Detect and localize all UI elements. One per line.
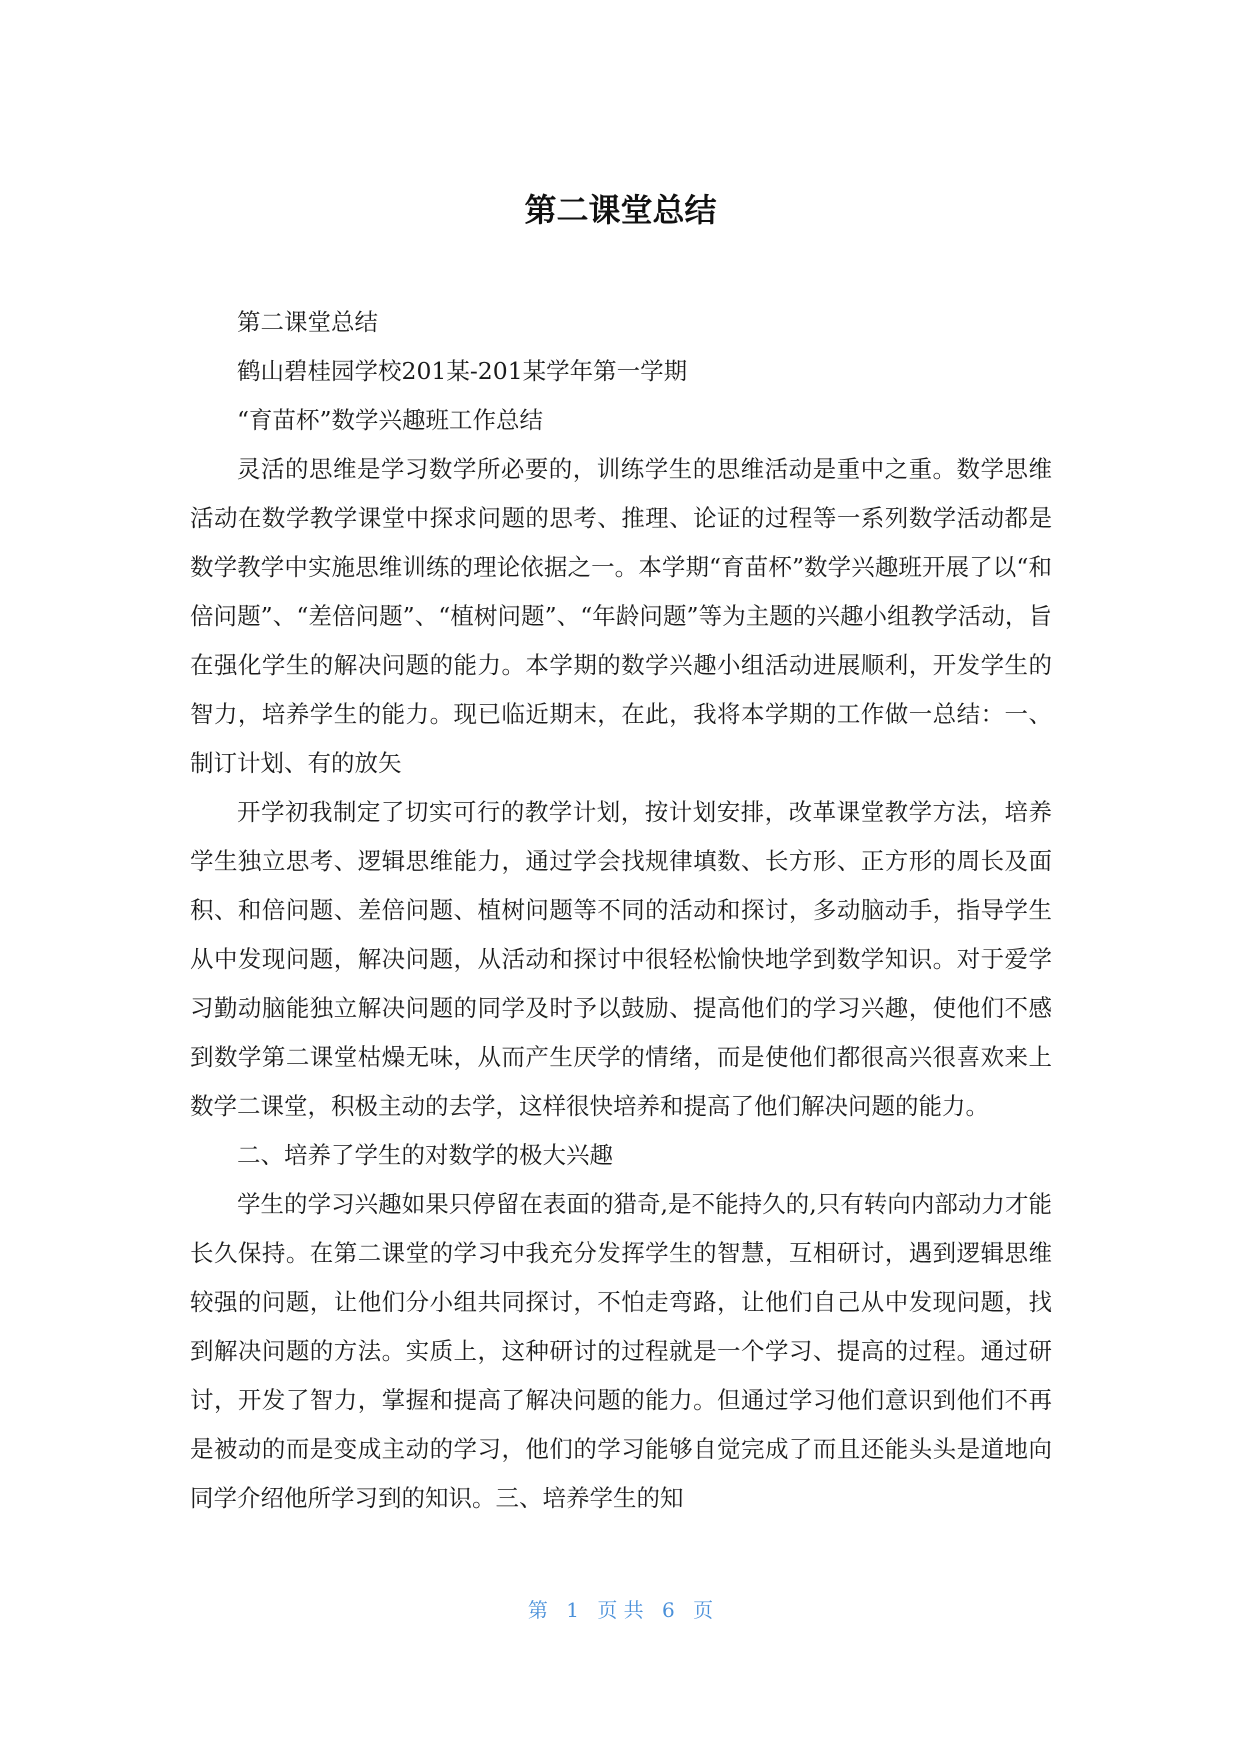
paragraph-section-one: 开学初我制定了切实可行的教学计划，按计划安排，改革课堂教学方法，培养学生独立思考、逻辑思维能力，通过学会找规律填数、长方形、正方形的周长及面积、和倍问题、差倍问题、植树问题等不同的活动和探讨，多动脑动手，指导学生从中发现问题，解决问题，从活动和探讨中很轻松愉快地学到数学知识。对于爱学习勤动脑能独立解决问题的同学及时予以鼓励、提高他们的学习兴趣，使他们不感到数学第二课堂枯燥无味，从而产生厌学的情绪，而是使他们都很高兴很喜欢来上数学二课堂，积极主动的去学，这样很快培养和提高了他们解决问题的能力。 <box>190 798 1052 1120</box>
footer-prefix: 第 <box>527 1598 548 1622</box>
footer-suffix: 页 <box>693 1598 714 1622</box>
paragraph-section-two-heading: 二、培养了学生的对数学的极大兴趣 <box>237 1141 613 1169</box>
paragraph-heading: 第二课堂总结 <box>237 308 378 336</box>
paragraph-intro: 灵活的思维是学习数学所必要的，训练学生的思维活动是重中之重。数学思维活动在数学教学课堂中探求问题的思考、推理、论证的过程等一系列数学活动都是数学教学中实施思维训练的理论依据之一。本学期“育苗杯”数学兴趣班开展了以“和倍问题”、“差倍问题”、“植树问题”、“年龄问题”等为主题的兴趣小组教学活动，旨在强化学生的解决问题的能力。本学期的数学兴趣小组活动进展顺利，开发学生的智力，培养学生的能力。现已临近期末，在此，我将本学期的工作做一总结：一、制订计划、有的放矢 <box>190 455 1052 777</box>
footer-middle: 页 共 <box>597 1598 644 1622</box>
document-body <box>190 298 1052 1523</box>
document-title: 第二课堂总结 <box>524 191 717 229</box>
page-footer <box>0 1596 1241 1624</box>
footer-total-pages: 6 <box>662 1598 675 1622</box>
footer-page-number: 1 <box>566 1598 579 1622</box>
paragraph-section-two: 学生的学习兴趣如果只停留在表面的猎奇,是不能持久的,只有转向内部动力才能长久保持。在第二课堂的学习中我充分发挥学生的智慧，互相研讨，遇到逻辑思维较强的问题，让他们分小组共同探讨，不怕走弯路，让他们自己从中发现问题，找到解决问题的方法。实质上，这种研讨的过程就是一个学习、提高的过程。通过研讨，开发了智力，掌握和提高了解决问题的能力。但通过学习他们意识到他们不再是被动的而是变成主动的学习，他们的学习能够自觉完成了而且还能头头是道地向同学介绍他所学习到的知识。三、培养学生的知 <box>190 1190 1052 1512</box>
paragraph-school-term: 鹤山碧桂园学校201某-201某学年第一学期 <box>237 357 688 385</box>
paragraph-subtitle: “育苗杯”数学兴趣班工作总结 <box>237 406 544 434</box>
